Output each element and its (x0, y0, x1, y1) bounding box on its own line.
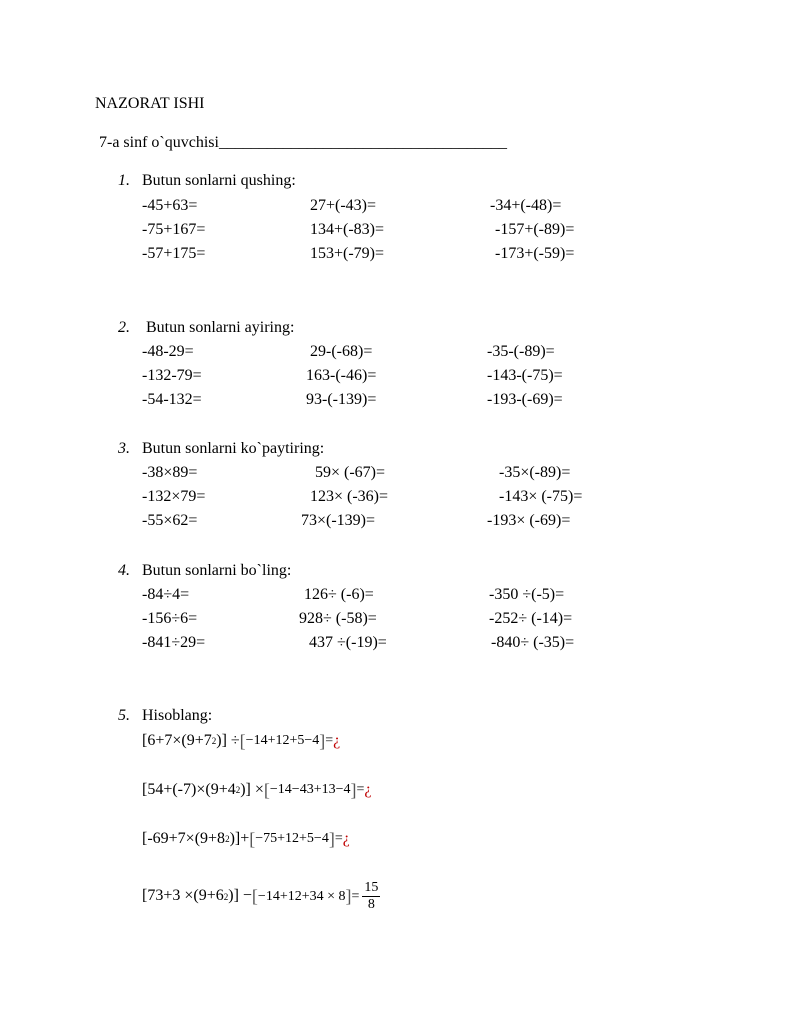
section-title: Hisoblang: (142, 707, 213, 724)
exercise: -350 ÷(-5)= (489, 586, 565, 603)
section-title: Butun sonlarni qushing: (142, 172, 296, 189)
exercise: 29-(-68)= (310, 343, 373, 360)
expression: [54+(-7)×(9+4 2 )] × [ −14−43+13−4 ] = ¿ (142, 780, 372, 800)
exercise: 93-(-139)= (306, 391, 377, 408)
exercise: -57+175= (142, 245, 206, 262)
exercise: 134+(-83)= (310, 221, 385, 238)
exercise: -173+(-59)= (495, 245, 575, 262)
exercise: 437 ÷(-19)= (309, 634, 387, 651)
exercise: -841÷29= (142, 634, 206, 651)
exercise: -84÷4= (142, 586, 190, 603)
exercise: 73×(-139)= (301, 512, 376, 529)
exercise: -840÷ (-35)= (491, 634, 575, 651)
exercise: -143× (-75)= (499, 488, 583, 505)
exercise: -143-(-75)= (487, 367, 563, 384)
fraction-numerator: 15 (362, 880, 380, 897)
exercise: -157+(-89)= (495, 221, 575, 238)
section-number: 2. (118, 319, 130, 336)
section-title: Butun sonlarni bo`ling: (142, 562, 292, 579)
exercise: 153+(-79)= (310, 245, 385, 262)
exercise: -55×62= (142, 512, 198, 529)
exercise: -75+167= (142, 221, 206, 238)
exercise: -193× (-69)= (487, 512, 571, 529)
section-2-heading (118, 319, 294, 337)
section-title: Butun sonlarni ayiring: (142, 319, 295, 336)
section-4-heading (118, 562, 291, 580)
section-1-heading (118, 172, 296, 190)
exercise: 928÷ (-58)= (299, 610, 377, 627)
fraction-denominator: 8 (367, 897, 375, 913)
exercise: -132×79= (142, 488, 206, 505)
exercise: 123× (-36)= (310, 488, 389, 505)
exercise: -54-132= (142, 391, 202, 408)
exercise: -35-(-89)= (487, 343, 555, 360)
section-number: 3. (118, 440, 130, 457)
section-title: Butun sonlarni ko`paytiring: (142, 440, 325, 457)
exercise: -156÷6= (142, 610, 198, 627)
exercise: -38×89= (142, 464, 198, 481)
exercise: -45+63= (142, 197, 198, 214)
expression: [6+7×(9+7 2 )] ÷ [ −14+12+5−4 ] = ¿ (142, 731, 341, 751)
student-name-line: 7-a sinf o`quvchisi____________________________________ (99, 134, 507, 151)
section-5-heading (118, 707, 212, 725)
exercise: -34+(-48)= (490, 197, 562, 214)
exercise: -132-79= (142, 367, 202, 384)
exercise: 126÷ (-6)= (304, 586, 374, 603)
exercise: -48-29= (142, 343, 194, 360)
exercise: 59× (-67)= (315, 464, 386, 481)
section-3-heading (118, 440, 324, 458)
section-number: 5. (118, 707, 130, 724)
expression: [73+3 ×(9+6 2 )] − [ −14+12+34 × 8 ] = $\frac{15}{8}$ (142, 880, 379, 913)
exercise: 163-(-46)= (306, 367, 377, 384)
expression: [-69+7×(9+8 2 )]+ [ −75+12+5−4 ] = ¿ (142, 829, 350, 849)
section-number: 4. (118, 562, 130, 579)
fraction (362, 880, 380, 913)
exercise: 27+(-43)= (310, 197, 377, 214)
page-title: NAZORAT ISHI (95, 95, 205, 112)
section-number: 1. (118, 172, 130, 189)
exercise: -193-(-69)= (487, 391, 563, 408)
exercise: -252÷ (-14)= (489, 610, 573, 627)
exercise: -35×(-89)= (499, 464, 571, 481)
